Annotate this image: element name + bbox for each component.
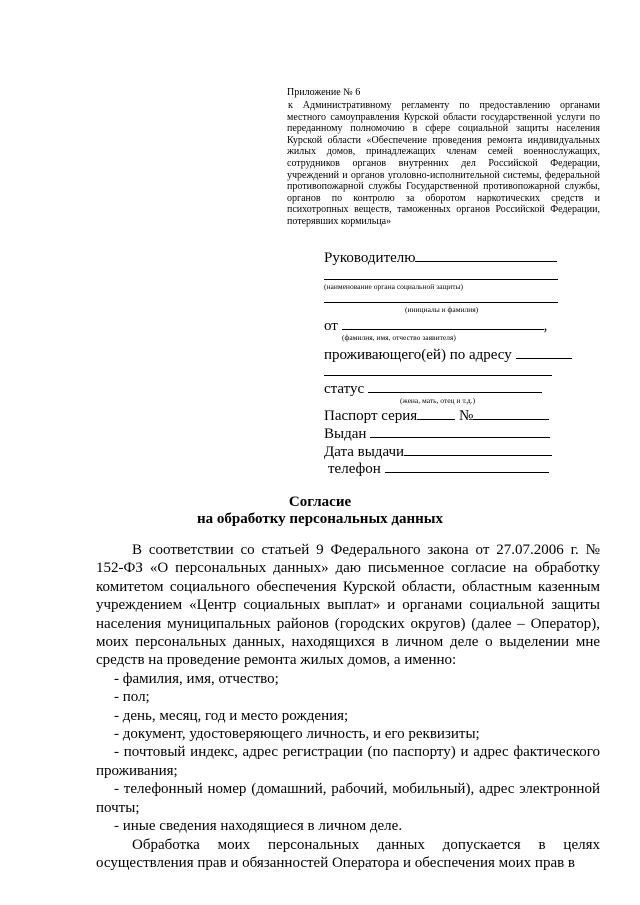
list-item: - день, месяц, год и место рождения; — [114, 707, 349, 724]
from-field — [324, 315, 547, 335]
list-item: - иные сведения находящиеся в личном деле. — [114, 818, 403, 835]
body-paragraph-2: Обработка моих персональных данных допускается в целях осуществления прав и обязанностей Оператора и обеспечения моих прав в — [96, 836, 600, 871]
list-item: - документ, удостоверяющего личность, и его реквизиты; — [114, 726, 480, 743]
address-line[interactable] — [516, 344, 572, 359]
phone-field — [328, 458, 549, 478]
agency-hint: (наименование органа социальной защиты) — [324, 282, 464, 291]
consent-title: Согласие — [288, 494, 352, 510]
status-line[interactable] — [368, 378, 542, 393]
phone-label: телефон — [328, 461, 381, 477]
list-item: - телефонный номер (домашний, рабочий, мобильный), адрес электронной почты; — [96, 781, 600, 816]
list-item: - почтовый индекс, адрес регистрации (по паспорту) и адрес фактического проживания; — [96, 744, 600, 779]
appendix-block — [287, 86, 600, 228]
phone-line[interactable] — [385, 458, 549, 473]
status-field — [324, 378, 542, 398]
initials-hint: (инициалы и фамилия) — [405, 305, 479, 314]
consent-subtitle: на обработку персональных данных — [197, 511, 443, 527]
appendix-text: к Административному регламенту по предоставлению органами местного самоуправления Курской области государственной услуги по переданному полномочию в сфере социальной защиты населения Курской области «Обеспечение проведения ремонта индивидуальных жилых домов, принадлежащих членам семей военнослужащих, сотрудников органов внутренних дел Российской Федерации, учреждений и органов уголовно-исполнительной системы, федеральной противопожарной службы Государственной противопожарной службы, органов по контролю за оборотом наркотических средств и психотропных веществ, таможенных органов Российской Федерации, потерявших кормильца» — [287, 100, 600, 227]
issue-date-line[interactable] — [404, 441, 552, 456]
issued-line[interactable] — [370, 423, 550, 438]
address-label: проживающего(ей) по адресу — [324, 347, 512, 363]
status-label: статус — [324, 381, 365, 397]
issued-label: Выдан — [324, 426, 367, 442]
passport-number-label: № — [458, 408, 474, 424]
passport-series-line[interactable] — [417, 405, 455, 420]
appendix-title: Приложение № 6 — [287, 87, 361, 98]
consent-body — [96, 541, 600, 872]
passport-field — [324, 405, 549, 425]
status-hint: (жена, мать, отец и т.д.) — [400, 396, 476, 405]
address-field — [324, 344, 572, 364]
head-label: Руководителю — [324, 250, 416, 266]
from-comma: , — [543, 318, 548, 334]
issued-field — [324, 423, 550, 443]
initials-line[interactable] — [324, 302, 558, 303]
applicant-hint: (фамилия, имя, отчество заявителя) — [342, 333, 456, 342]
head-line[interactable] — [415, 247, 557, 262]
address-line-2[interactable] — [324, 375, 552, 376]
from-line[interactable] — [342, 315, 544, 330]
list-item: - фамилия, имя, отчество; — [114, 670, 279, 687]
head-field — [324, 247, 557, 267]
from-label: от — [324, 318, 338, 334]
body-paragraph-1: В соответствии со статьей 9 Федерального закона от 27.07.2006 г. № 152-ФЗ «О персональных данных» даю письменное согласие на обработку комитетом социального обеспечения Курской области, областным казенным учреждением «Центр социальных выплат» и органами социальной защиты населения муниципальных районов (городских округов) (далее – Оператор), моих персональных данных, находящихся в личном деле о выделении мне средств на проведение ремонта жилых домов, а именно: — [96, 542, 600, 669]
list-item: - пол; — [114, 689, 150, 706]
agency-line[interactable] — [324, 279, 558, 280]
issue-date-label: Дата выдачи — [324, 444, 405, 460]
passport-number-line[interactable] — [473, 405, 549, 420]
passport-label: Паспорт серия — [324, 408, 418, 424]
